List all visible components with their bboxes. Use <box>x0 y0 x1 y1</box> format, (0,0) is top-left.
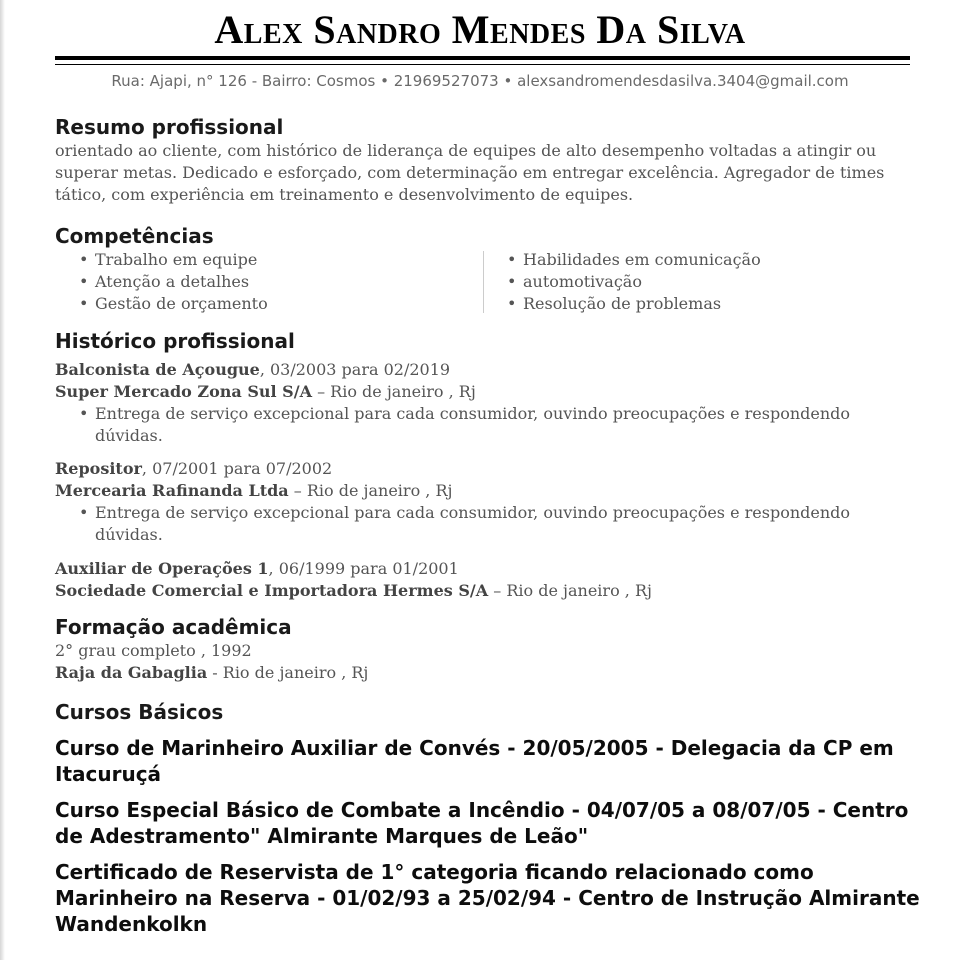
job-dates: , 07/2001 para 07/2002 <box>141 459 333 478</box>
course-text: Curso Especial Básico de Combate a Incêndio - 04/07/05 a 08/07/05 - Centro de Adestramento" Almirante Marques de Leão" <box>55 798 909 848</box>
summary-section <box>55 114 915 206</box>
courses-heading: Cursos Básicos <box>55 700 224 724</box>
history-heading: Histórico profissional <box>55 329 295 353</box>
resume-name: Alex Sandro Mendes Da Silva <box>214 7 746 52</box>
skills-left-list <box>55 249 268 315</box>
summary-heading: Resumo profissional <box>55 115 284 139</box>
job-location: – Rio de janeiro , Rj <box>488 581 652 600</box>
skill-item: • Trabalho em equipe <box>55 249 268 271</box>
job-title: Repositor <box>55 459 142 478</box>
job-location: – Rio de janeiro , Rj <box>311 382 476 401</box>
skill-item: • Gestão de orçamento <box>55 293 268 315</box>
course-item <box>55 859 920 937</box>
job-company-line <box>55 480 915 502</box>
job-entry <box>55 558 915 602</box>
job-bullets <box>55 502 855 546</box>
job-company-line <box>55 381 915 403</box>
job-company: Sociedade Comercial e Importadora Hermes S/A <box>55 581 489 600</box>
skill-item: • Atenção a detalhes <box>55 271 268 293</box>
job-title: Balconista de Açougue <box>55 360 260 379</box>
header-rule-thin <box>55 64 910 65</box>
job-bullet: • Entrega de serviço excepcional para cada consumidor, ouvindo preocupações e respondendo dúvidas. <box>55 502 855 546</box>
summary-text: orientado ao cliente, com histórico de liderança de equipes de alto desempenho voltadas a atingir ou superar metas. Dedicado e esforçado, com determinação em entregar excelência. Agregador de times tático, com experiência em treinamento e desenvolvimento de equipes. <box>55 141 885 204</box>
skill-item: • Resolução de problemas <box>483 293 761 315</box>
skills-right-list <box>483 249 761 315</box>
skills-heading: Competências <box>55 224 214 248</box>
courses-heading-block <box>55 699 915 725</box>
header-rule-thick <box>55 56 910 60</box>
course-text: Certificado de Reservista de 1° categoria ficando relacionado como Marinheiro na Reserva - 01/02/93 a 25/02/94 - Centro de Instrução Almirante Wandenkolkn <box>55 860 920 936</box>
skills-section <box>55 223 915 315</box>
education-school: Raja da Gabaglia <box>55 663 208 682</box>
education-degree: 2° grau completo , 1992 <box>55 641 252 660</box>
page-edge-shadow <box>0 0 5 960</box>
job-dates: , 03/2003 para 02/2019 <box>259 360 451 379</box>
education-school-line <box>55 662 915 684</box>
job-bullet: • Entrega de serviço excepcional para cada consumidor, ouvindo preocupações e respondendo dúvidas. <box>55 403 855 447</box>
course-item <box>55 797 920 849</box>
education-location: - Rio de janeiro , Rj <box>207 663 369 682</box>
job-location: – Rio de janeiro , Rj <box>288 481 453 500</box>
job-title: Auxiliar de Operações 1 <box>55 559 269 578</box>
job-entry <box>55 458 915 546</box>
education-section <box>55 614 915 684</box>
job-company: Super Mercado Zona Sul S/A <box>55 382 312 401</box>
job-bullets <box>55 403 855 447</box>
job-company: Mercearia Rafinanda Ltda <box>55 481 289 500</box>
contact-line: Rua: Ajapi, n° 126 - Bairro: Cosmos • 21969527073 • alexsandromendesdasilva.3404@gmail.com <box>111 72 849 90</box>
history-heading-block <box>55 328 915 354</box>
job-title-line <box>55 458 915 480</box>
course-text: Curso de Marinheiro Auxiliar de Convés - 20/05/2005 - Delegacia da CP em Itacuruçá <box>55 736 894 786</box>
course-item <box>55 735 920 787</box>
job-dates: , 06/1999 para 01/2001 <box>268 559 459 578</box>
education-heading: Formação acadêmica <box>55 615 292 639</box>
job-entry <box>55 359 915 447</box>
job-title-line <box>55 558 915 580</box>
skill-item: • Habilidades em comunicação <box>483 249 761 271</box>
job-title-line <box>55 359 915 381</box>
skills-columns <box>55 249 915 315</box>
skill-item: • automotivação <box>483 271 761 293</box>
job-company-line <box>55 580 915 602</box>
